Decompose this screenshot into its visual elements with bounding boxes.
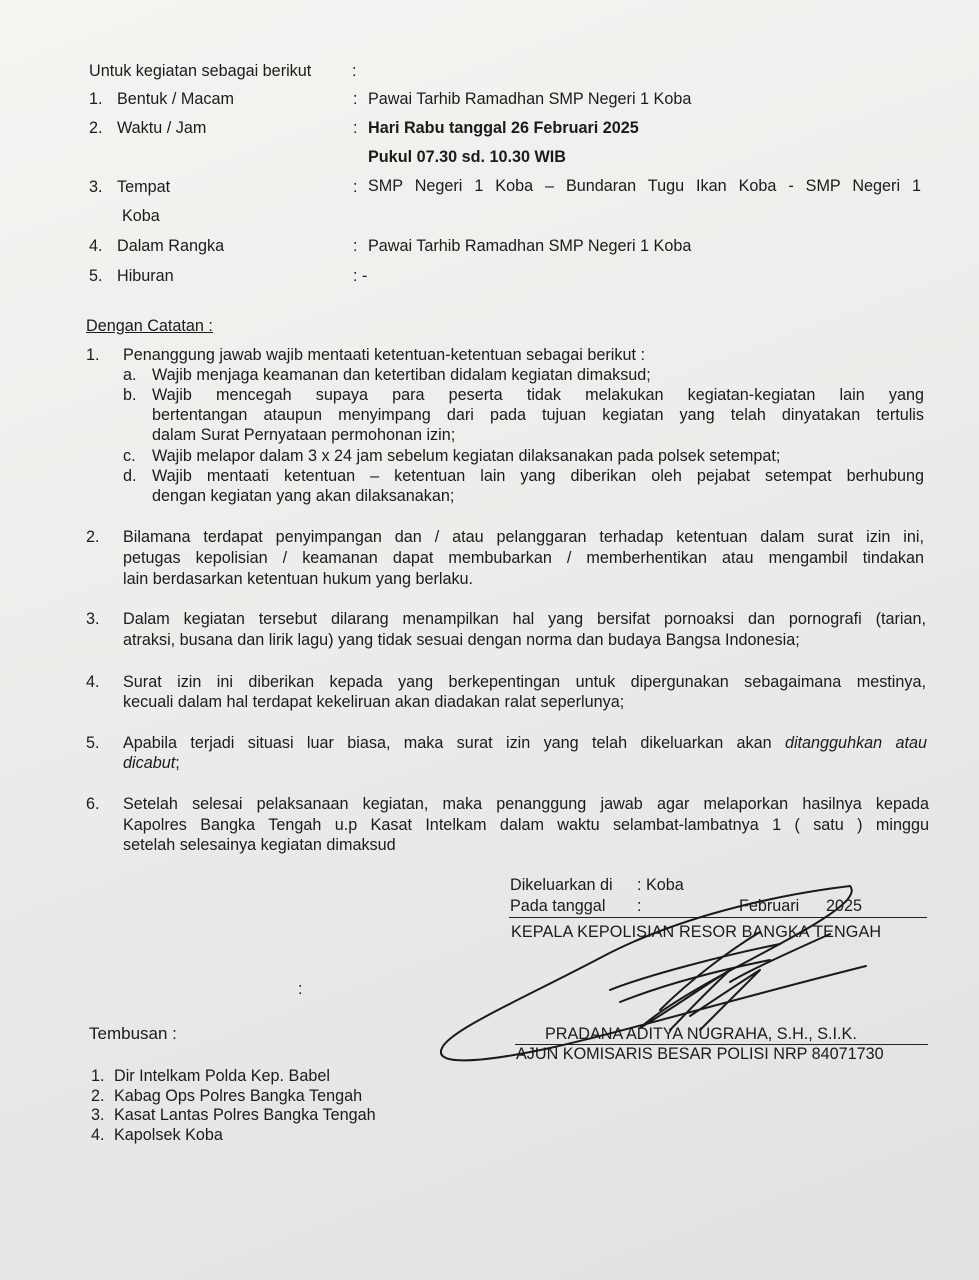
note-num: 4. (86, 673, 100, 691)
cc-item: Kabag Ops Polres Bangka Tengah (114, 1087, 363, 1105)
detail-value-waktu-time: Pukul 07.30 sd. 10.30 WIB (368, 148, 566, 166)
note-3-line: Dalam kegiatan tersebut dilarang menampilkan hal yang bersifat pornoaksi dan pornografi (tarian, (123, 610, 926, 628)
intro-label: Untuk kegiatan sebagai berikut (89, 62, 312, 80)
office-title: KEPALA KEPOLISIAN RESOR BANGKA TENGAH (511, 923, 882, 941)
cc-heading: Tembusan : (89, 1024, 177, 1043)
signatory-rank: AJUN KOMISARIS BESAR POLISI NRP 84071730 (516, 1045, 884, 1063)
detail-num: 2. (89, 119, 103, 137)
issued-date-label: Pada tanggal (510, 897, 606, 915)
detail-value-rangka: Pawai Tarhib Ramadhan SMP Negeri 1 Koba (368, 237, 692, 255)
note-num: 3. (86, 610, 100, 628)
cc-item: Kasat Lantas Polres Bangka Tengah (114, 1106, 376, 1124)
sub-d-line: Wajib mentaati ketentuan – ketentuan lain yang diberikan oleh pejabat setempat berhubung (152, 467, 924, 485)
note-6-line: Setelah selesai pelaksanaan kegiatan, maka penanggung jawab agar melaporkan hasilnya kepada (123, 795, 929, 813)
note-num: 2. (86, 528, 100, 546)
signatory-name: PRADANA ADITYA NUGRAHA, S.H., S.I.K. (545, 1025, 857, 1043)
issued-place-label: Dikeluarkan di (510, 876, 613, 894)
note-5-line (123, 733, 927, 753)
note-6-line: Kapolres Bangka Tengah u.p Kasat Intelkam dalam waktu selambat-lambatnya 1 ( satu ) minggu (123, 816, 929, 834)
detail-num: 5. (89, 267, 103, 285)
date-underline (509, 917, 927, 918)
detail-value-tempat: SMP Negeri 1 Koba – Bundaran Tugu Ikan Koba - SMP Negeri 1 (368, 177, 921, 195)
note-4-line: Surat izin ini diberikan kepada yang berkepentingan untuk dipergunakan sebagaimana mestinya, (123, 673, 926, 691)
detail-value-tempat-cont: Koba (122, 207, 160, 225)
sub-d-line: dengan kegiatan yang akan dilaksanakan; (152, 487, 455, 505)
sub-letter: c. (123, 447, 136, 465)
detail-label-rangka: Dalam Rangka (117, 237, 225, 255)
issued-date-year: 2025 (826, 897, 863, 915)
detail-colon: : (353, 90, 358, 108)
sub-b-line: Wajib mencegah supaya para peserta tidak melakukan kegiatan-kegiatan lain yang (152, 386, 924, 404)
sub-a-line: Wajib menjaga keamanan dan ketertiban didalam kegiatan dimaksud; (152, 366, 651, 384)
cc-num: 2. (91, 1087, 105, 1105)
intro-colon: : (352, 62, 357, 80)
sub-b-line: bertentangan ataupun menyimpang dari pada tujuan kegiatan yang telah dinyatakan tertulis (152, 406, 924, 424)
note-num: 5. (86, 734, 100, 752)
detail-value-hiburan: : - (353, 267, 368, 285)
note-6-line: setelah selesainya kegiatan dimaksud (123, 836, 396, 854)
note-5-italic: dicabut (123, 754, 176, 772)
note-5-normal: Apabila terjadi situasi luar biasa, maka surat izin yang telah dikeluarkan akan (123, 734, 785, 752)
stray-colon: : (298, 980, 303, 998)
detail-colon: : (353, 178, 358, 196)
detail-num: 3. (89, 178, 103, 196)
sub-c-line: Wajib melapor dalam 3 x 24 jam sebelum kegiatan dilaksanakan pada polsek setempat; (152, 447, 781, 465)
note-5-line (123, 753, 180, 773)
note-5-italic: ditangguhkan atau (784, 734, 927, 752)
note-num: 1. (86, 346, 100, 364)
detail-colon: : (353, 237, 358, 255)
detail-colon: : (353, 119, 358, 137)
note-2-line: Bilamana terdapat penyimpangan dan / atau pelanggaran terhadap ketentuan dalam surat izin ini, (123, 528, 924, 546)
detail-label-tempat: Tempat (117, 178, 171, 196)
note-5-normal: ; (175, 754, 180, 772)
detail-label-bentuk: Bentuk / Macam (117, 90, 234, 108)
cc-num: 4. (91, 1126, 105, 1144)
note-num: 6. (86, 795, 100, 813)
note-2-line: lain berdasarkan ketentuan hukum yang berlaku. (123, 570, 474, 588)
detail-value-bentuk: Pawai Tarhib Ramadhan SMP Negeri 1 Koba (368, 90, 692, 108)
cc-item: Kapolsek Koba (114, 1126, 223, 1144)
detail-label-waktu: Waktu / Jam (117, 119, 207, 137)
detail-num: 4. (89, 237, 103, 255)
sub-letter: a. (123, 366, 137, 384)
note-2-line: petugas kepolisian / keamanan dapat membubarkan / memberhentikan atau mengambil tindakan (123, 549, 924, 567)
issued-place-value: : Koba (637, 876, 684, 894)
detail-num: 1. (89, 90, 103, 108)
issued-date-month: Februari (739, 897, 800, 915)
issued-date-colon: : (637, 897, 642, 915)
sub-b-line: dalam Surat Pernyataan permohonan izin; (152, 426, 456, 444)
cc-num: 3. (91, 1106, 105, 1124)
note-1-line: Penanggung jawab wajib mentaati ketentuan-ketentuan sebagai berikut : (123, 346, 645, 364)
note-4-line: kecuali dalam hal terdapat kekeliruan akan diadakan ralat seperlunya; (123, 693, 625, 711)
notes-heading: Dengan Catatan : (86, 317, 213, 335)
cc-item: Dir Intelkam Polda Kep. Babel (114, 1067, 330, 1085)
sub-letter: b. (123, 386, 137, 404)
cc-num: 1. (91, 1067, 105, 1085)
detail-label-hiburan: Hiburan (117, 267, 174, 285)
note-3-line: atraksi, busana dan lirik lagu) yang tidak sesuai dengan norma dan budaya Bangsa Indonesia; (123, 631, 800, 649)
detail-value-waktu-date: Hari Rabu tanggal 26 Februari 2025 (368, 119, 639, 137)
sub-letter: d. (123, 467, 137, 485)
